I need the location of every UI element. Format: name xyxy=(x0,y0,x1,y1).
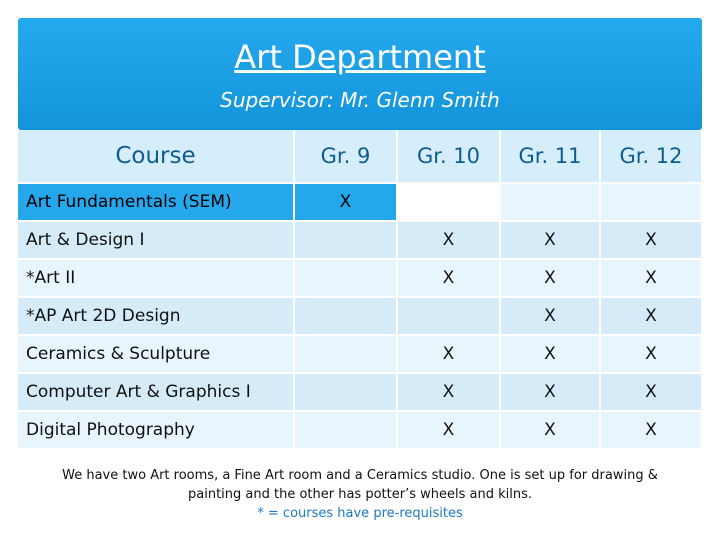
grade-12-mark: X xyxy=(600,373,702,411)
course-name: Ceramics & Sculpture xyxy=(18,335,294,373)
table-row xyxy=(18,411,702,448)
prerequisite-note: * = courses have pre-requisites xyxy=(257,506,463,521)
table-row xyxy=(18,297,702,335)
course-name: Computer Art & Graphics I xyxy=(18,373,294,411)
footer-description: We have two Art rooms, a Fine Art room and a Ceramics studio. One is set up for drawing & painting and the other has potter’s wheels and kilns. xyxy=(62,468,658,502)
course-table xyxy=(18,130,703,448)
page-subtitle: Supervisor: Mr. Glenn Smith xyxy=(220,88,500,112)
grade-10-mark: X xyxy=(397,335,500,373)
grade-10-mark xyxy=(397,297,500,335)
grade-9-mark xyxy=(294,373,397,411)
table-row xyxy=(18,335,702,373)
grade-12-mark: X xyxy=(600,297,702,335)
page-title: Art Department xyxy=(234,38,486,76)
column-header-gr10: Gr. 10 xyxy=(397,130,500,183)
grade-12-mark: X xyxy=(600,259,702,297)
grade-10-mark: X xyxy=(397,259,500,297)
grade-11-mark: X xyxy=(500,411,600,448)
grade-9-mark xyxy=(294,259,397,297)
grade-12-mark: X xyxy=(600,221,702,259)
grade-12-mark: X xyxy=(600,411,702,448)
grade-10-mark: X xyxy=(397,411,500,448)
table-row xyxy=(18,221,702,259)
grade-10-mark xyxy=(397,183,500,221)
course-name: Art & Design I xyxy=(18,221,294,259)
column-header-course: Course xyxy=(18,130,294,183)
course-name: *Art II xyxy=(18,259,294,297)
table-row xyxy=(18,259,702,297)
grade-10-mark: X xyxy=(397,373,500,411)
grade-12-mark: X xyxy=(600,335,702,373)
column-header-gr11: Gr. 11 xyxy=(500,130,600,183)
grade-9-mark xyxy=(294,411,397,448)
course-name: Art Fundamentals (SEM) xyxy=(18,183,294,221)
grade-11-mark xyxy=(500,183,600,221)
course-name: Digital Photography xyxy=(18,411,294,448)
grade-12-mark xyxy=(600,183,702,221)
header-banner xyxy=(18,18,702,130)
footer-note xyxy=(40,466,680,523)
grade-11-mark: X xyxy=(500,221,600,259)
grade-11-mark: X xyxy=(500,297,600,335)
grade-10-mark: X xyxy=(397,221,500,259)
grade-9-mark xyxy=(294,335,397,373)
grade-11-mark: X xyxy=(500,373,600,411)
grade-11-mark: X xyxy=(500,335,600,373)
grade-11-mark: X xyxy=(500,259,600,297)
table-header-row xyxy=(18,130,702,183)
grade-9-mark: X xyxy=(294,183,397,221)
grade-9-mark xyxy=(294,221,397,259)
table-row xyxy=(18,373,702,411)
column-header-gr12: Gr. 12 xyxy=(600,130,702,183)
column-header-gr9: Gr. 9 xyxy=(294,130,397,183)
course-name: *AP Art 2D Design xyxy=(18,297,294,335)
table-row xyxy=(18,183,702,221)
grade-9-mark xyxy=(294,297,397,335)
